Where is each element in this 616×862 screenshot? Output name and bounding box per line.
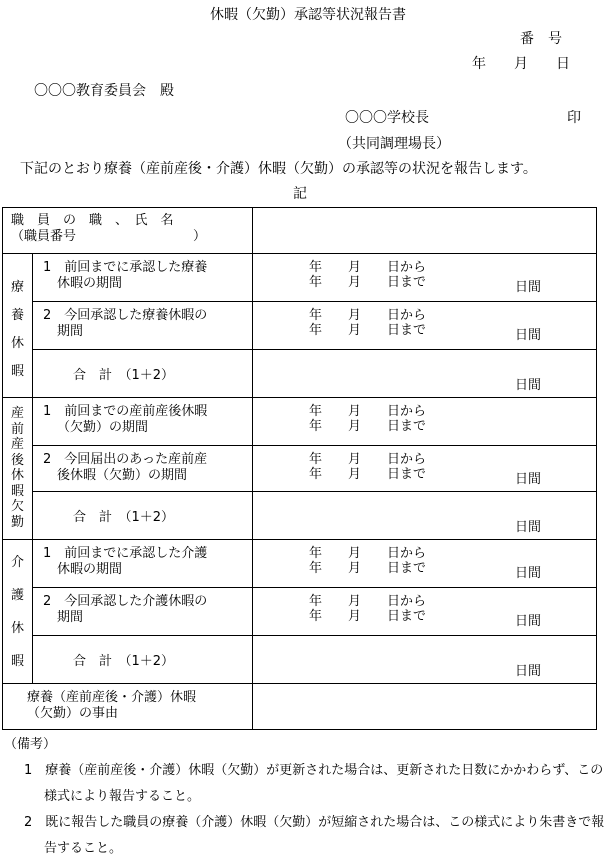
total-label-cell: 合 計 （1＋2） (33, 492, 253, 540)
staff-value-cell[interactable] (253, 208, 597, 254)
reason-row (3, 684, 597, 730)
intro-text: 下記のとおり療養（産前産後・介護）休暇（欠勤）の承認等の状況を報告します。 (20, 161, 537, 177)
notes-heading: （備考） (4, 737, 57, 752)
reason-label: 療養（産前産後・介護）休暇 (27, 690, 197, 705)
period-label-cell: 1 前回までの産前産後休暇 （欠勤）の期間 (33, 398, 253, 446)
table-row (3, 492, 597, 540)
addressee: 〇〇〇教育委員会 殿 (34, 83, 174, 99)
period-value-cell[interactable]: 年 月 日から 年 月 日まで 日間 (253, 588, 597, 636)
staff-label-cell (3, 208, 253, 254)
seal-mark: 印 (567, 110, 581, 126)
sender-sub: （共同調理場長） (338, 136, 450, 152)
category-cell-ryoyo: 療 養 休 暇 (3, 254, 33, 398)
staff-row (3, 208, 597, 254)
period-value-cell[interactable]: 年 月 日から 年 月 日まで 日間 (253, 254, 597, 302)
table-row (3, 350, 597, 398)
period-label-cell: 1 前回までに承認した介護 休暇の期間 (33, 540, 253, 588)
total-value-cell[interactable]: 日間 (253, 350, 597, 398)
total-label-cell: 合 計 （1＋2） (33, 636, 253, 684)
note-item: 2 既に報告した職員の療養（介護）休暇（欠勤）が短縮された場合は、この様式により朱書きで報告すること。 (24, 815, 605, 856)
table-row (3, 302, 597, 350)
staff-number-label: （職員番号 ） (11, 229, 207, 244)
period-value-cell[interactable]: 年 月 日から 年 月 日まで 日間 (253, 540, 597, 588)
total-label-cell: 合 計 （1＋2） (33, 350, 253, 398)
period-value-cell[interactable]: 年 月 日から 年 月 日まで (253, 398, 597, 446)
note-item: 1 療養（産前産後・介護）休暇（欠勤）が更新された場合は、更新された日数にかかわらず、この様式により報告すること。 (24, 763, 604, 804)
category-cell-kaigo: 介 護 休 暇 (3, 540, 33, 684)
table-row (3, 540, 597, 588)
report-table (2, 207, 597, 730)
ki-mark: 記 (293, 186, 307, 202)
table-row (3, 636, 597, 684)
sender: 〇〇〇学校長 (345, 110, 429, 126)
reason-label-sub: （欠勤）の事由 (27, 706, 119, 721)
period-label-cell: 2 今回届出のあった産前産 後休暇（欠勤）の期間 (33, 446, 253, 492)
period-label-cell: 1 前回までに承認した療養 休暇の期間 (33, 254, 253, 302)
table-row (3, 446, 597, 492)
number-label: 番 号 (520, 31, 562, 47)
table-row (3, 588, 597, 636)
document-title: 休暇（欠勤）承認等状況報告書 (210, 7, 406, 23)
total-value-cell[interactable]: 日間 (253, 492, 597, 540)
table-row (3, 398, 597, 446)
period-label-cell: 2 今回承認した療養休暇の 期間 (33, 302, 253, 350)
staff-label: 職 員 の 職 、 氏 名 (11, 213, 174, 228)
category-cell-sanzen: 産 前 産 後 休 暇 欠 勤 (3, 398, 33, 540)
total-value-cell[interactable]: 日間 (253, 636, 597, 684)
period-value-cell[interactable]: 年 月 日から 年 月 日まで 日間 (253, 446, 597, 492)
period-value-cell[interactable]: 年 月 日から 年 月 日まで 日間 (253, 302, 597, 350)
table-row (3, 254, 597, 302)
date-label: 年 月 日 (472, 56, 570, 72)
notes-section (4, 732, 614, 862)
reason-label-cell (3, 684, 253, 730)
period-label-cell: 2 今回承認した介護休暇の 期間 (33, 588, 253, 636)
reason-value-cell[interactable] (253, 684, 597, 730)
